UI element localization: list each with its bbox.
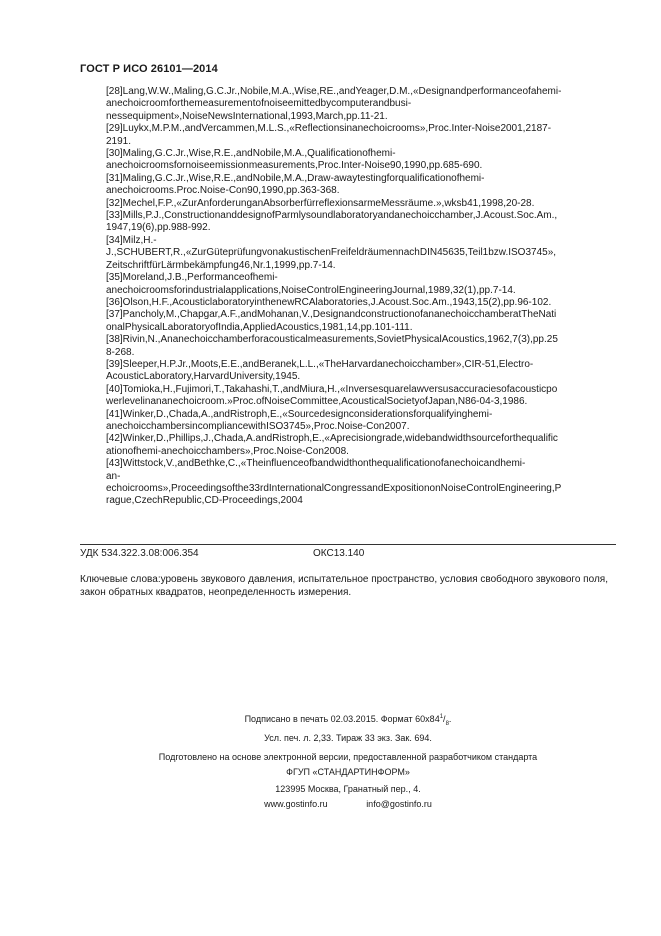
email-link[interactable]: info@gostinfo.ru [366,799,432,809]
reference-line: [31]Maling,G.C.Jr.,Wise,R.E.,andNobile,M.A.,Draw-awaytestingforqualificationofhemi- [106,172,485,184]
reference-line: onalPhysicalLaboratoryofIndia,AppliedAcoustics,1981,14,pp.101-111. [106,321,413,333]
reference-line: nessequipment»,NoiseNewsInternational,1993,March,pp.11-21. [106,110,388,122]
reference-line: 2191. [106,135,132,147]
reference-line: AcousticLaboratory,HarvardUniversity,1945. [106,371,301,383]
reference-line: [33]Mills,P.J.,ConstructionanddesignofParmlysoundlaboratoryandanechoicchamber,J.Acoust.Soc.Am., [106,210,558,222]
signed-line: Подписано в печать 02.03.2015. Формат $60х84^1/_8$. [244,714,452,727]
prepared-note: Подготовлено на основе электронной версии, предоставленной разработчиком стандарта [158,752,538,762]
reference-line: [35]Moreland,J.B.,Performanceofhemi- [106,272,278,284]
reference-line: [41]Winker,D.,Chada,A.,andRistroph,E.,«Sourcedesignconsiderationsforqualifyinghemi- [106,408,493,420]
reference-line: anechoicchambersincompliancewithISO3745»,Proc.Noise-Con2007. [106,420,410,432]
reference-line: anechoicroomsfornoiseemissionmeasurements,Proc.Inter-Noise90,1990,pp.685-690. [106,160,483,172]
website-link[interactable]: www.gostinfo.ru [264,799,328,809]
keywords: Ключевые слова:уровень звукового давления, испытательное пространство, условия свободного звукового поля, закон обратных квадратов, неопределенность измерения. [80,574,608,598]
reference-line: J.,SCHUBERT,R.,«ZurGüteprüfungvonakustischenFreifeldräumennachDIN45635,Teil1bzw.ISO3745», [106,247,557,259]
reference-line: [28]Lang,W.W.,Maling,G.C.Jr.,Nobile,M.A.,Wise,RE.,andYeager,D.M.,«Designandperformanceofahemi- [106,86,562,97]
reference-line: [34]Milz,H.- [106,234,157,246]
reference-line: werlevelinananechoicroom.»Proc.ofNoiseCommittee,AcousticalSocietyofJapan,N86-04-3,1986. [106,396,528,408]
reference-line: echoicrooms»,Proceedingsofthe33rdInternationalCongressandExpositiononNoiseControlEngineering,P [106,483,562,494]
format-sub: 8 [445,720,449,727]
publisher: ФГУП «СТАНДАРТИНФОРМ» [286,767,410,777]
format-sup: 1 [439,714,444,720]
reference-line: [32]Mechel,F.P.,«ZurAnforderunganAbsorberfürreflexionsarmeMessräume.»,wksb41,1998,20-28. [106,197,535,209]
reference-line: [43]Wittstock,V.,andBethke,C.,«Theinfluenceofbandwidthonthequalificationofanechoicandhemi- [106,458,526,470]
reference-line: anechoicroomforthemeasurementofnoiseemittedbycomputerandbusi- [106,98,412,110]
reference-line: 8-268. [106,346,135,358]
signed-end: . [448,714,452,724]
reference-line: [42]Winker,D.,Phillips,J.,Chada,A.andRistroph,E.,«Aprecisiongrade,widebandwidthsourceforthequalific [106,433,558,445]
reference-line: anechoicroomsforindustrialapplications,NoiseControlEngineeringJournal,1989,32(1),pp.7-14. [106,284,516,296]
reference-line: rague,CzechRepublic,CD-Proceedings,2004 [106,495,303,507]
contact-links [80,799,616,809]
reference-line: 1947,19(6),pp.988-992. [106,222,211,234]
reference-line: ationofhemi-anechoicchambers»,Proc.Noise-Con2008. [106,445,349,457]
print-info: Усл. печ. л. 2,33. Тираж 33 экз. Зак. 694. [264,733,432,743]
reference-line: [39]Sleeper,H.P.Jr.,Moots,E.E.,andBeranek,L.L.,«TheHarvardanechoicchamber»,CIR-51,Electro- [106,358,534,370]
address: 123995 Москва, Гранатный пер., 4. [275,784,421,794]
reference-line: ZeitschriftfürLärmbekämpfung46,Nr.1,1999,pp.7-14. [106,259,336,271]
reference-line: an- [106,470,121,482]
page-header: ГОСТ Р ИСО 26101—2014 [80,63,218,75]
oks-code: ОКС13.140 [313,548,365,559]
reference-line: anechoicrooms.Proc.Noise-Con90,1990,pp.363-368. [106,185,340,197]
reference-line: [38]Rivin,N.,Ananechoicchamberforacousticalmeasurements,SovietPhysicalAcoustics,1962,7(3),pp.25 [106,334,558,346]
reference-line: [37]Pancholy,M.,Chapgar,A.F.,andMohanan,V.,DesignandconstructionofananechoicchamberatTheNati [106,309,557,321]
signed-text: Подписано в печать 02.03.2015. Формат 60х84 [244,714,440,724]
reference-line: [29]Luykx,M.P.M.,andVercammen,M.L.S.,«Reflectionsinanechoicrooms»,Proc.Inter-Noise2001,2187- [106,123,552,135]
udk-code: УДК 534.322.3.08:006.354 [80,548,199,559]
reference-line: [40]Tomioka,H.,Fujimori,T.,Takahashi,T.,andMiura,H.,«Inversesquarelawversusaccuraciesofacousticpo [106,383,558,395]
reference-line: [30]Maling,G.C.Jr.,Wise,R.E.,andNobile,M.A.,Qualificationofhemi- [106,148,396,160]
divider [80,544,616,545]
reference-line: [36]Olson,H.F.,AcousticlaboratoryinthenewRCAlaboratories,J.Acoust.Soc.Am.,1943,15(2),pp.96-102. [106,296,552,308]
references-list [106,86,618,508]
